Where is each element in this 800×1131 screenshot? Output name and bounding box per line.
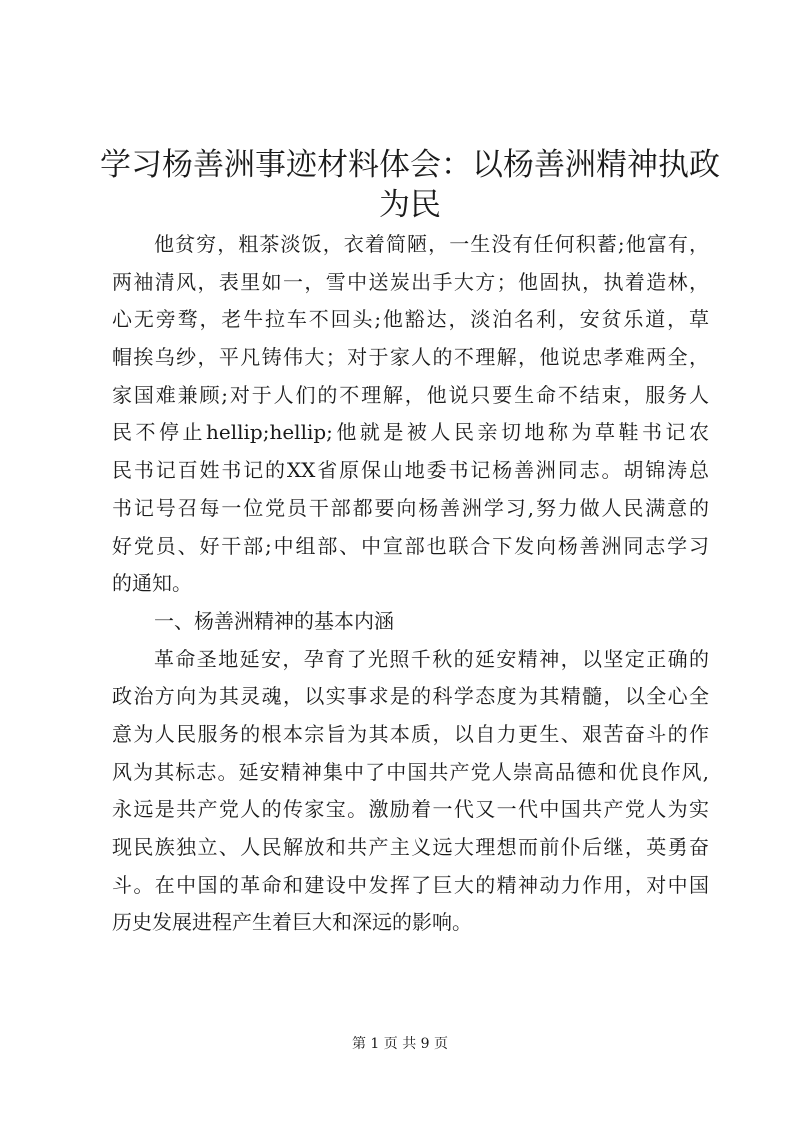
section-heading — [112, 603, 709, 641]
text-line: 革命圣地延安，孕育了光照千秋的延安精神，以坚定正确的 — [154, 646, 709, 671]
text-line: 他贫穷，粗茶淡饭，衣着简陋，一生没有任何积蓄;他富有， — [154, 232, 709, 256]
text-line: 的通知。 — [112, 571, 192, 596]
text-line: 帽挨乌纱，平凡铸伟大；对于家人的不理解，他说忠孝难两全， — [112, 345, 709, 370]
document-title-line-2: 为民 — [379, 187, 441, 223]
paragraph — [112, 226, 709, 603]
document-title-line-1: 学习杨善洲事迹材料体会：以杨善洲精神执政 — [100, 147, 720, 183]
text-line: 好党员、好干部;中组部、中宣部也联合下发向杨善洲同志学习 — [112, 533, 709, 558]
text-line: 风为其标志。延安精神集中了中国共产党人崇高品德和优良作风, — [112, 759, 709, 784]
page-footer: 第 1 页 共 9 页 — [351, 1036, 449, 1052]
text-line: 民不停止hellip;hellip;他就是被人民亲切地称为草鞋书记农 — [112, 420, 709, 445]
text-line: 心无旁骛，老牛拉车不回头;他豁达，淡泊名利，安贫乐道，草 — [112, 307, 709, 332]
text-line: 家国难兼顾;对于人们的不理解，他说只要生命不结束，服务人 — [112, 382, 709, 407]
text-line: 永远是共产党人的传家宝。激励着一代又一代中国共产党人为实 — [112, 797, 709, 822]
paragraph — [112, 641, 709, 943]
text-line: 历史发展进程产生着巨大和深远的影响。 — [112, 910, 472, 935]
text-line: 民书记百姓书记的XX省原保山地委书记杨善洲同志。胡锦涛总 — [112, 458, 709, 483]
document-body — [112, 226, 709, 942]
text-line: 两袖清风，表里如一，雪中送炭出手大方；他固执，执着造林， — [112, 269, 709, 294]
text-line: 一、杨善洲精神的基本内涵 — [154, 608, 394, 633]
text-line: 书记号召每一位党员干部都要向杨善洲学习,努力做人民满意的 — [112, 495, 709, 520]
text-line: 意为人民服务的根本宗旨为其本质，以自力更生、艰苦奋斗的作 — [112, 721, 709, 746]
text-line: 政治方向为其灵魂，以实事求是的科学态度为其精髓，以全心全 — [112, 684, 709, 709]
text-line: 斗。在中国的革命和建设中发挥了巨大的精神动力作用，对中国 — [112, 872, 709, 897]
text-line: 现民族独立、人民解放和共产主义远大理想而前仆后继，英勇奋 — [112, 835, 709, 859]
